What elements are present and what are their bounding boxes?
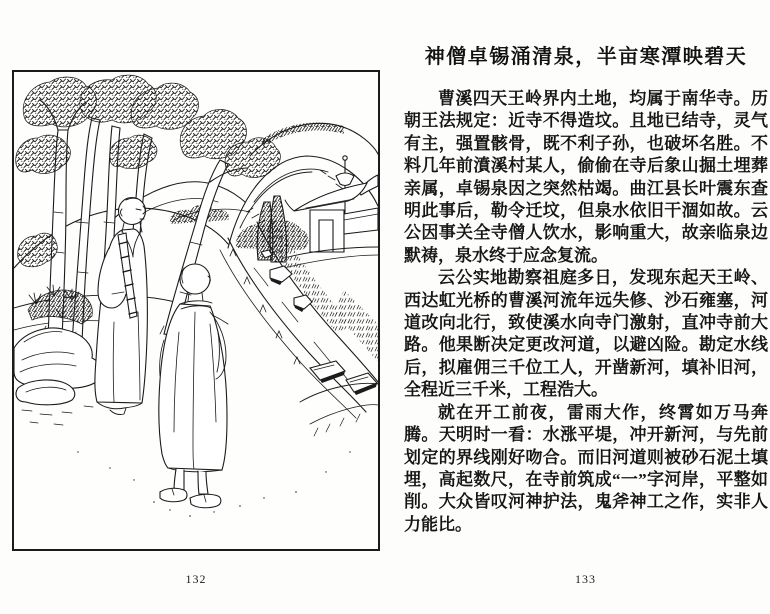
story-paragraph-3: 就在开工前夜，雷雨大作，终霄如万马奔腾。天明时一看：水涨平堤，冲开新河，与先前划定的界线刚好吻合。而旧河道则被砂石泥土填埋，高起数尺，在寺前筑成“一”字河岸，平整如削。大众皆叹河神护法，鬼斧神工之作，实非人力能比。 [404,402,768,534]
young-leg [174,469,184,491]
page-number-right: 133 [575,572,596,586]
boulder [16,380,75,405]
flat-rock [310,361,345,380]
story-paragraph-1: 曹溪四天王岭界内土地，均属于南华寺。历朝王法规定：近寺不得造坟。且地已结寺，灵气有主，强置骸骨，既不利子孙，也破坏名胜。不料几年前濆溪村某人，偷偷在寺后象山掘土埋葬亲属，卓锡泉因之突然枯竭。曲江县长叶震东查明此事后，勒令迁坟，但泉水依旧干涸如故。云公因事关全寺僧人饮水，影响重大，故亲临泉边默祷，泉水终于应念复流。 [404,89,768,265]
illustration [14,72,378,549]
stream [220,220,378,436]
boulder [14,328,102,388]
page-number-left: 132 [185,572,207,586]
story-paragraph-2: 云公实地勘察祖庭多日，发现东起天王岭、西达虹光桥的曹溪河流年远失修、沙石雍塞，河道改向北行，致使溪水向寺门激射，直冲寺前大路。他果断决定更改河道，以避凶险。勘定水线后，拟雇佣三千位工人，开凿新河，填补旧河，全程近三千米，工程浩大。 [404,268,768,400]
gate-doorway [319,220,333,252]
rocks-and-shrubs [14,285,102,425]
story-body [404,88,768,536]
sandal [160,488,187,501]
illustration-frame [12,70,380,551]
young-head [180,264,210,294]
page-right-text [404,40,768,536]
young-leg [198,471,208,494]
elder-head [119,198,146,225]
story-title: 神僧卓锡涌清泉，半亩寒潭映碧天 [424,46,748,68]
